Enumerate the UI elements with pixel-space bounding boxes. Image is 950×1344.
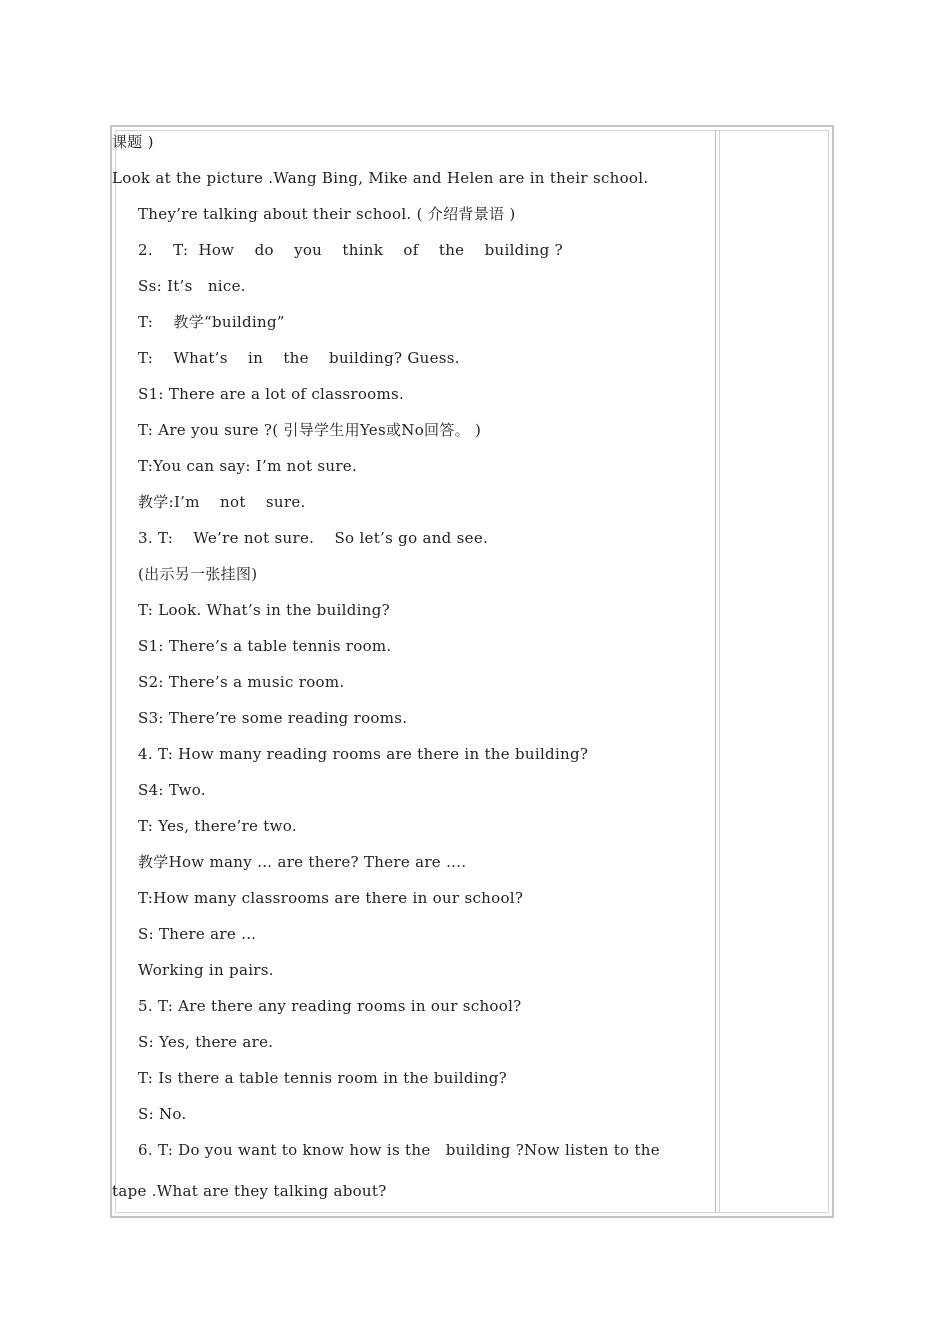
text-line: They’re talking about their school. ( 介绍背景语 ) (138, 205, 516, 223)
text-line: S2: There’s a music room. (138, 673, 345, 691)
text-line: T: What’s in the building? Guess. (138, 349, 460, 367)
text-line: T: Yes, there’re two. (138, 817, 297, 835)
text-line: 6. T: Do you want to know how is the building ?Now listen to the (138, 1141, 660, 1159)
text-line: T: 教学“building” (138, 313, 285, 331)
text-line: 4. T: How many reading rooms are there in the building? (138, 745, 589, 763)
text-line: T:You can say: I’m not sure. (138, 457, 358, 475)
text-line: 教学How many … are there? There are …. (138, 853, 467, 871)
text-line: S3: There’re some reading rooms. (138, 709, 408, 727)
text-line: T: Are you sure ?( 引导学生用Yes或No回答。 ) (138, 421, 482, 439)
text-line: S1: There’s a table tennis room. (138, 637, 392, 655)
text-line: S4: Two. (138, 781, 206, 799)
column-divider (715, 130, 720, 1213)
text-line: S: No. (138, 1105, 187, 1123)
text-line: S: Yes, there are. (138, 1033, 274, 1051)
text-line: T: Is there a table tennis room in the building? (138, 1069, 508, 1087)
text-line: T:How many classrooms are there in our school? (138, 889, 524, 907)
text-line: Ss: It’s nice. (138, 277, 246, 295)
text-line: tape .What are they talking about? (112, 1182, 387, 1200)
text-line: 课题 ) (112, 133, 154, 151)
text-line: 5. T: Are there any reading rooms in our school? (138, 997, 522, 1015)
text-line: Working in pairs. (138, 961, 274, 979)
text-line: Look at the picture .Wang Bing, Mike and Helen are in their school. (112, 169, 649, 187)
text-line: 3. T: We’re not sure. So let’s go and see. (138, 529, 489, 547)
text-line: S1: There are a lot of classrooms. (138, 385, 405, 403)
text-line: 2. T: How do you think of the building ? (138, 241, 563, 259)
text-line: (出示另一张挂图) (138, 565, 258, 583)
text-line: 教学:I’m not sure. (138, 493, 306, 511)
text-line: T: Look. What’s in the building? (138, 601, 390, 619)
text-line: S: There are … (138, 925, 257, 943)
